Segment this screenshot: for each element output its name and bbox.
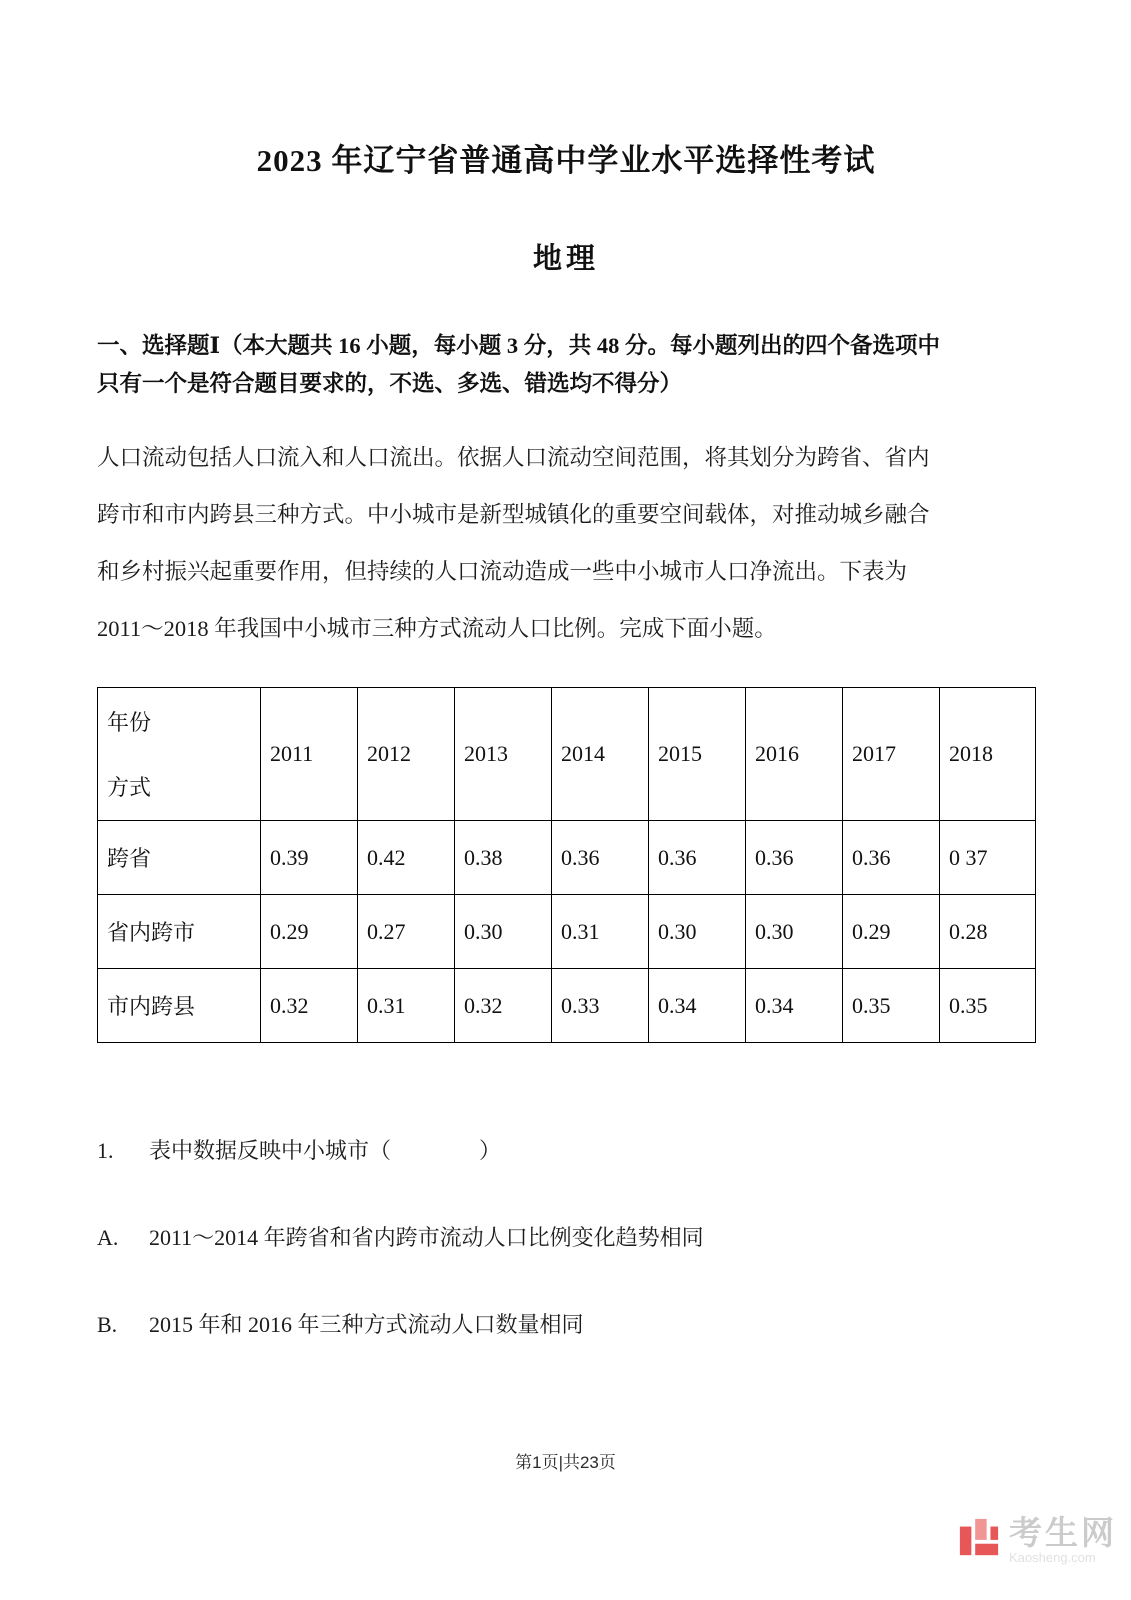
value-cell: 0.31 xyxy=(552,895,649,969)
option-text: 2011～2014 年跨省和省内跨市流动人口比例变化趋势相同 xyxy=(149,1225,704,1250)
kaosheng-logo-icon xyxy=(958,1517,1000,1564)
value-cell: 0.30 xyxy=(649,895,746,969)
value-cell: 0.30 xyxy=(455,895,552,969)
kaosheng-logo xyxy=(958,1516,1117,1565)
year-header-cell: 2011 xyxy=(261,688,358,821)
section-heading-line: 一、选择题Ⅰ（本大题共 16 小题，每小题 3 分，共 48 分。每小题列出的四个备选项中 xyxy=(97,333,941,358)
value-cell: 0.39 xyxy=(261,821,358,895)
year-header-cell: 2014 xyxy=(552,688,649,821)
table-row xyxy=(98,969,1036,1043)
page-title: 2023 年辽宁省普通高中学业水平选择性考试 xyxy=(256,143,876,178)
value-cell: 0.30 xyxy=(746,895,843,969)
value-cell: 0.29 xyxy=(843,895,940,969)
value-cell: 0.32 xyxy=(455,969,552,1043)
table-corner-cell xyxy=(98,688,261,821)
option-text: 2015 年和 2016 年三种方式流动人口数量相同 xyxy=(149,1312,584,1337)
passage-line: 和乡村振兴起重要作用，但持续的人口流动造成一些中小城市人口净流出。下表为 xyxy=(97,559,908,584)
value-cell: 0.28 xyxy=(940,895,1036,969)
value-cell: 0 37 xyxy=(940,821,1036,895)
value-cell: 0.35 xyxy=(940,969,1036,1043)
brand-name: 考生网 xyxy=(1009,1514,1117,1551)
table-row xyxy=(98,895,1036,969)
corner-top-label: 年份 xyxy=(107,710,152,735)
subject-title: 地理 xyxy=(532,243,599,275)
year-header-cell: 2018 xyxy=(940,688,1036,821)
value-cell: 0.32 xyxy=(261,969,358,1043)
value-cell: 0.27 xyxy=(358,895,455,969)
brand-domain: Kaosheng.com xyxy=(1009,1550,1096,1565)
question-stem: 表中数据反映中小城市（ ） xyxy=(149,1138,502,1163)
value-cell: 0.35 xyxy=(843,969,940,1043)
year-header-cell: 2012 xyxy=(358,688,455,821)
value-cell: 0.36 xyxy=(552,821,649,895)
value-cell: 0.36 xyxy=(746,821,843,895)
value-cell: 0.33 xyxy=(552,969,649,1043)
year-header-cell: 2013 xyxy=(455,688,552,821)
migration-ratio-table xyxy=(97,687,1036,1043)
passage-line: 人口流动包括人口流入和人口流出。依据人口流动空间范围，将其划分为跨省、省内 xyxy=(97,445,930,470)
corner-bottom-label: 方式 xyxy=(107,775,152,800)
row-label-cell: 省内跨市 xyxy=(98,895,261,969)
section-heading-line: 只有一个是符合题目要求的，不选、多选、错选均不得分） xyxy=(97,371,683,396)
passage-line: 2011～2018 年我国中小城市三种方式流动人口比例。完成下面小题。 xyxy=(97,616,777,641)
value-cell: 0.36 xyxy=(843,821,940,895)
option-b xyxy=(97,1309,1035,1341)
value-cell: 0.31 xyxy=(358,969,455,1043)
value-cell: 0.34 xyxy=(649,969,746,1043)
question-number: 1. xyxy=(97,1138,114,1163)
value-cell: 0.34 xyxy=(746,969,843,1043)
row-label-cell: 跨省 xyxy=(98,821,261,895)
page-footer: 第1页|共23页 xyxy=(515,1453,616,1472)
passage-line: 跨市和市内跨县三种方式。中小城市是新型城镇化的重要空间载体，对推动城乡融合 xyxy=(97,502,930,527)
section-heading xyxy=(97,327,1035,403)
option-label: B. xyxy=(97,1312,118,1337)
table-header-row xyxy=(98,688,1036,821)
value-cell: 0.38 xyxy=(455,821,552,895)
year-header-cell: 2016 xyxy=(746,688,843,821)
question-1 xyxy=(97,1135,1035,1167)
option-a xyxy=(97,1222,1035,1254)
table-row xyxy=(98,821,1036,895)
option-label: A. xyxy=(97,1225,119,1250)
year-header-cell: 2015 xyxy=(649,688,746,821)
row-label-cell: 市内跨县 xyxy=(98,969,261,1043)
value-cell: 0.29 xyxy=(261,895,358,969)
passage xyxy=(97,429,1035,657)
year-header-cell: 2017 xyxy=(843,688,940,821)
value-cell: 0.42 xyxy=(358,821,455,895)
value-cell: 0.36 xyxy=(649,821,746,895)
